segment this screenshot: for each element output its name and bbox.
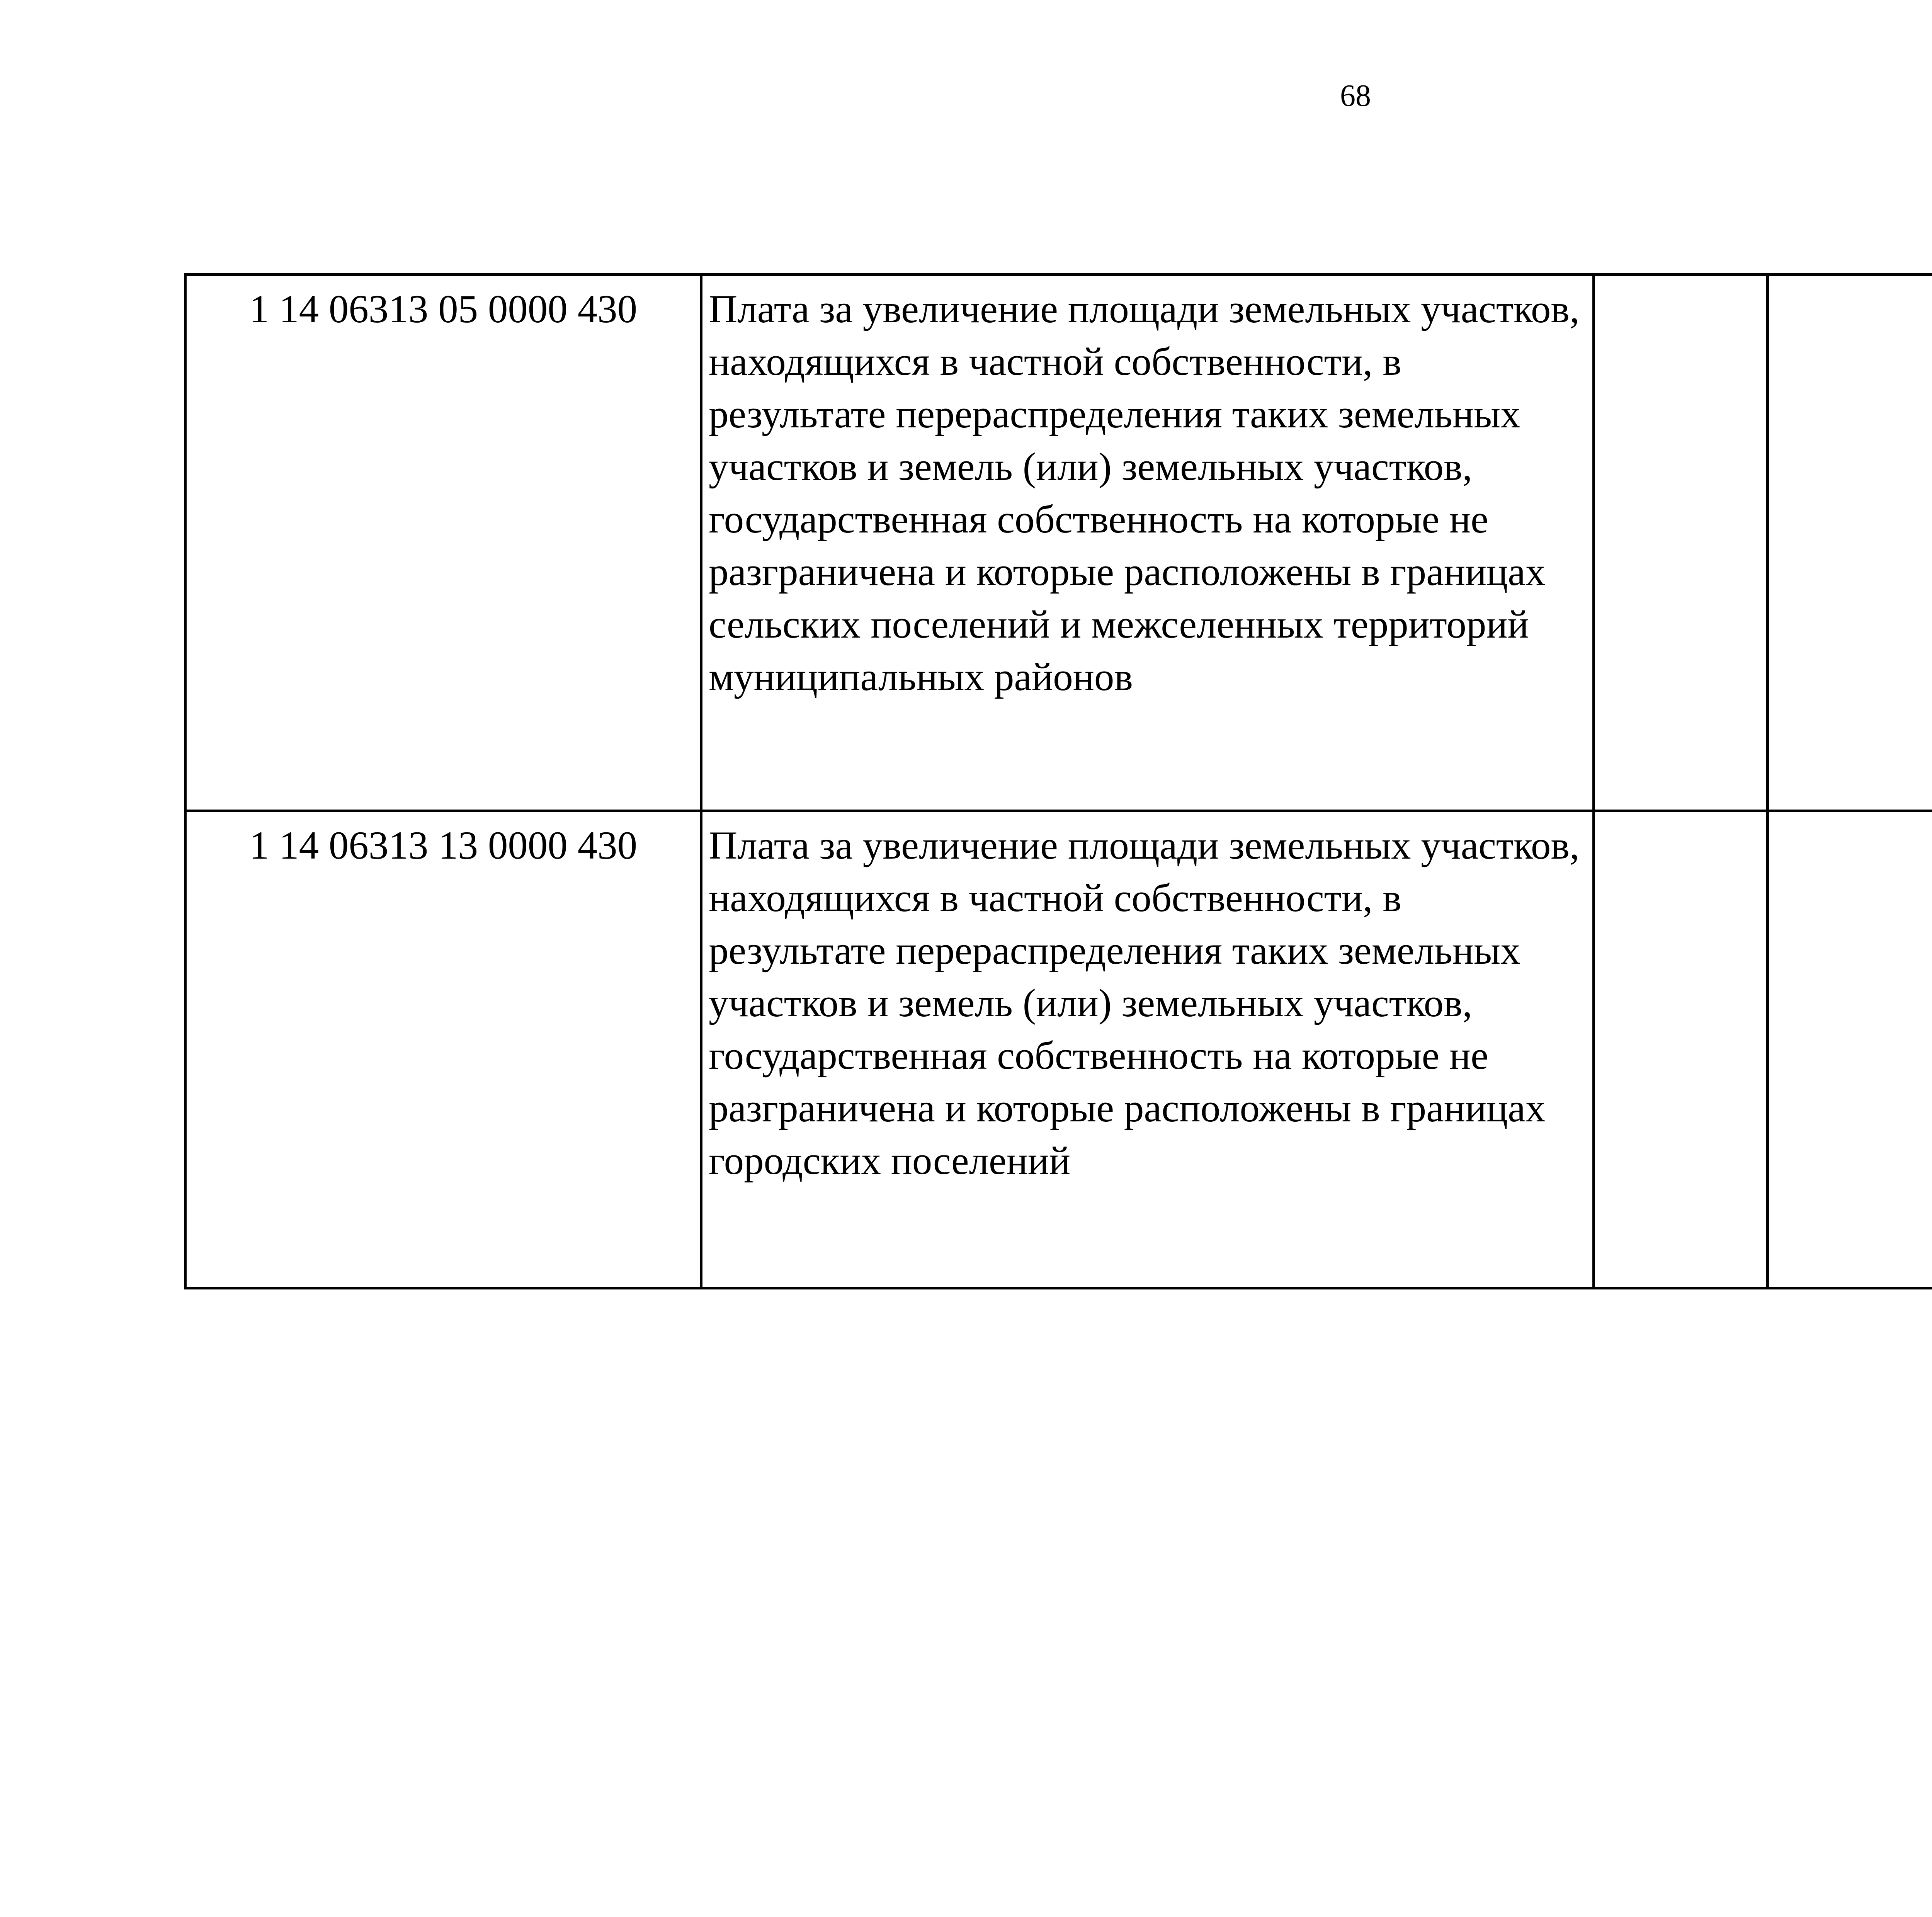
value-cell-4 xyxy=(1768,811,1932,1288)
revenue-table xyxy=(184,273,1932,1289)
description-cell: Плата за увеличение площади земельных участков, находящихся в частной собственности, в результате перераспределения таких земельных участков и земель (или) земельных участков, государственная собственность на которые не разграничена и которые расположены в границах сельских поселений и межселенных территорий муниципальных районов xyxy=(701,275,1594,811)
table-row xyxy=(185,275,1932,811)
value-cell-4 xyxy=(1768,275,1932,811)
value-cell-3 xyxy=(1594,811,1768,1288)
budget-code-cell: 1 14 06313 13 0000 430 xyxy=(185,811,701,1288)
description-cell: Плата за увеличение площади земельных участков, находящихся в частной собственности, в результате перераспределения таких земельных участков и земель (или) земельных участков, государственная собственность на которые не разграничена и которые расположены в границах городских поселений xyxy=(701,811,1594,1288)
page-number: 68 xyxy=(1340,79,1371,113)
value-cell-3 xyxy=(1594,275,1768,811)
table-row xyxy=(185,811,1932,1288)
budget-code-cell: 1 14 06313 05 0000 430 xyxy=(185,275,701,811)
